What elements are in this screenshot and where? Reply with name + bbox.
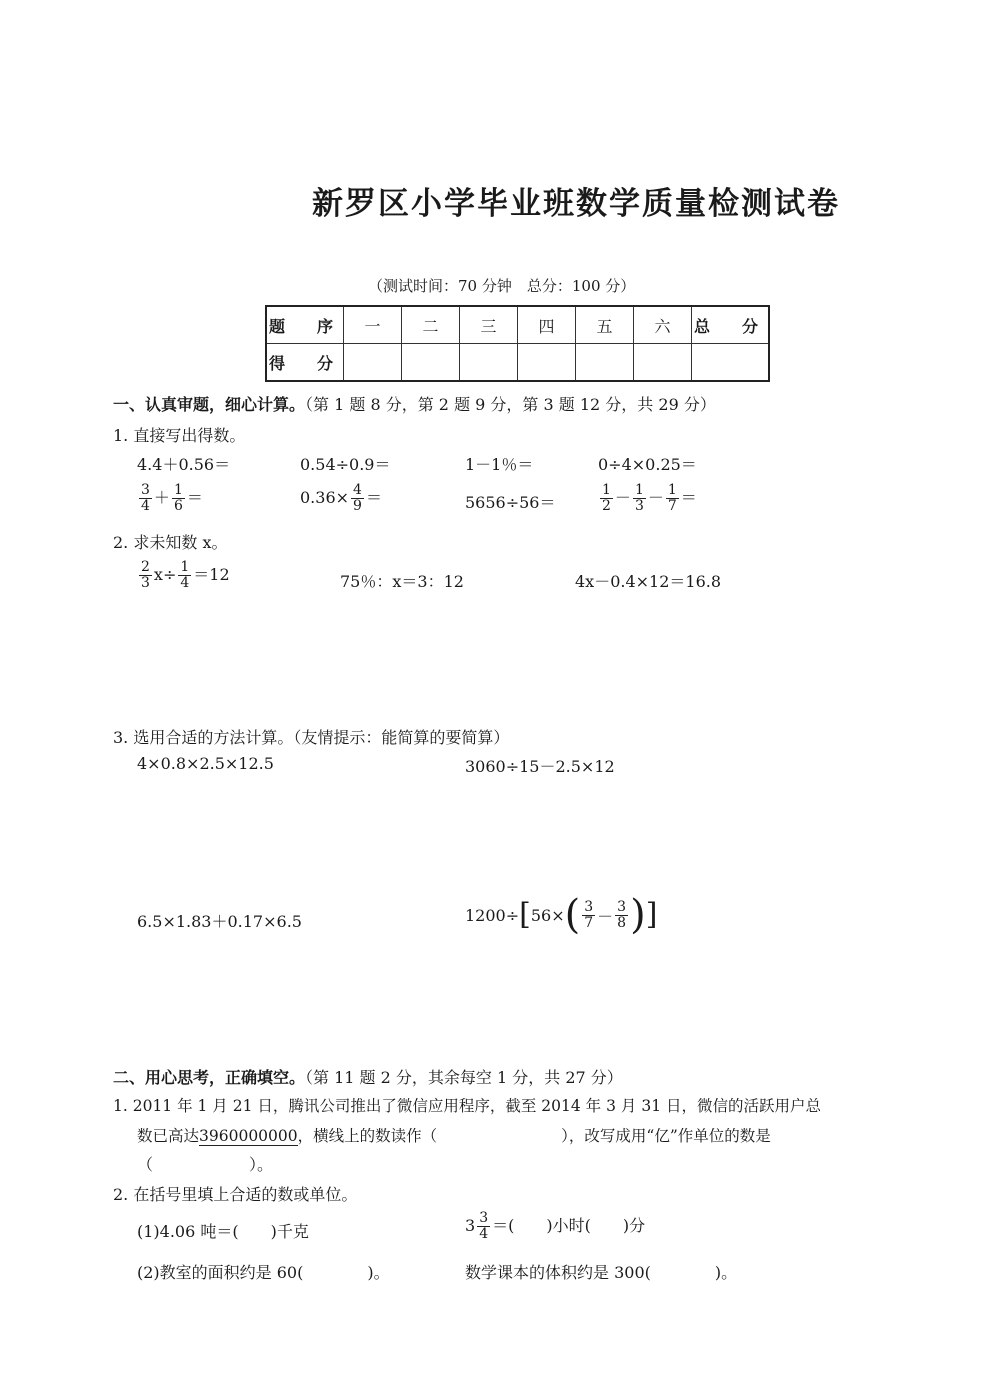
expr-1-1-b: 0.54÷0.9＝ — [300, 455, 391, 474]
expr-1-1-d: 0÷4×0.25＝ — [598, 455, 697, 474]
column-3: 三 — [460, 306, 518, 344]
row-label-question-number: 题 序 — [266, 306, 344, 344]
expr-1-2-b: 75％：x＝3：12 — [340, 572, 464, 591]
fraction: $\frac{3}{7}$ — [584, 898, 594, 931]
score-table-header-row — [266, 306, 769, 344]
section-1-heading — [113, 392, 716, 415]
right-bracket: ] — [645, 897, 658, 932]
fraction: $\frac{3}{4}$ — [141, 482, 150, 514]
score-cell[interactable] — [344, 344, 402, 382]
question-2-2-label: 2. 在括号里填上合适的数或单位。 — [113, 1185, 358, 1204]
fraction: $\frac{1}{4}$ — [180, 559, 190, 591]
expr-1-1-g: 5656÷56＝ — [465, 493, 556, 512]
column-4: 四 — [518, 306, 576, 344]
column-total: 总 分 — [692, 306, 770, 344]
question-2-1-line-3: （ ）。 — [137, 1155, 274, 1174]
expr-1-2-a: $\frac{2}{3}$ x÷ $\frac{1}{4}$ ＝12 — [141, 559, 230, 591]
fraction: $\frac{4}{9}$ — [353, 482, 362, 514]
expr-1-3-c: 6.5×1.83＋0.17×6.5 — [137, 912, 302, 931]
expr-1-1-f: 0.36× $\frac{4}{9}$ ＝ — [300, 482, 382, 514]
question-2-1-line-2: 数已高达3960000000，横线上的数读作（ ），改写成用“亿”作单位的数是 — [137, 1127, 771, 1145]
question-1-3-label: 3. 选用合适的方法计算。（友情提示：能简算的要简算） — [113, 728, 510, 747]
fraction: $\frac{1}{2}$ — [602, 482, 611, 514]
section-2-title: 二、用心思考，正确填空。 — [113, 1068, 306, 1087]
expr-1-1-h: $\frac{1}{2}$ － $\frac{1}{3}$ － $\frac{1}{7}$ ＝ — [602, 482, 697, 514]
section-2-note: （第 11 题 2 分，其余每空 1 分，共 27 分） — [305, 1068, 623, 1087]
fraction: $\frac{1}{6}$ — [173, 482, 183, 514]
score-cell[interactable] — [518, 344, 576, 382]
expr-1-3-d: 1200÷ [ 56× ( $\frac{3}{7}$ － $\frac{3}{8}$ ) ] — [465, 892, 658, 938]
score-table — [265, 305, 770, 382]
question-2-2-b: 3 $\frac{3}{4}$ ＝( )小时( )分 — [465, 1210, 646, 1242]
section-1-title: 一、认真审题，细心计算。 — [113, 395, 306, 414]
underlined-number: 3960000000 — [199, 1127, 298, 1145]
expr-1-3-b: 3060÷15－2.5×12 — [465, 757, 615, 776]
question-2-2-c: (2)教室的面积约是 60( )。 — [137, 1263, 390, 1282]
score-cell[interactable] — [460, 344, 518, 382]
score-cell[interactable] — [576, 344, 634, 382]
column-5: 五 — [576, 306, 634, 344]
column-6: 六 — [634, 306, 692, 344]
question-2-2-a: (1)4.06 吨＝( )千克 — [137, 1222, 309, 1241]
score-table-score-row — [266, 344, 769, 382]
score-cell-total[interactable] — [692, 344, 770, 382]
fraction: $\frac{3}{8}$ — [617, 898, 627, 931]
question-1-2-label: 2. 求未知数 x。 — [113, 533, 228, 552]
fraction: $\frac{2}{3}$ — [141, 559, 150, 591]
expr-1-1-c: 1－1％＝ — [465, 455, 534, 474]
column-1: 一 — [344, 306, 402, 344]
expr-1-1-a: 4.4＋0.56＝ — [137, 455, 231, 474]
score-cell[interactable] — [634, 344, 692, 382]
exam-info: （测试时间：70 分钟 总分：100 分） — [368, 277, 636, 295]
fraction: $\frac{3}{4}$ — [479, 1210, 489, 1242]
question-2-1-line-1: 1. 2011 年 1 月 21 日，腾讯公司推出了微信应用程序，截至 2014 年 3 月 31 日，微信的活跃用户总 — [113, 1097, 821, 1115]
fraction: $\frac{1}{7}$ — [667, 482, 677, 514]
left-paren: ( — [564, 892, 581, 938]
page-title: 新罗区小学毕业班数学质量检测试卷 — [312, 186, 840, 222]
expr-1-2-c: 4x－0.4×12＝16.8 — [575, 572, 722, 591]
question-2-2-d: 数学课本的体积约是 300( )。 — [465, 1263, 738, 1282]
left-bracket: [ — [519, 897, 531, 932]
right-paren: ) — [630, 892, 646, 938]
row-label-score: 得 分 — [266, 344, 344, 382]
expr-1-3-a: 4×0.8×2.5×12.5 — [137, 754, 274, 773]
column-2: 二 — [402, 306, 460, 344]
fraction: $\frac{1}{3}$ — [634, 482, 644, 514]
section-1-note: （第 1 题 8 分，第 2 题 9 分，第 3 题 12 分，共 29 分） — [305, 395, 716, 414]
section-2-heading — [113, 1065, 623, 1088]
expr-1-1-e: $\frac{3}{4}$ ＋ $\frac{1}{6}$ ＝ — [141, 482, 203, 514]
score-cell[interactable] — [402, 344, 460, 382]
question-1-1-label: 1. 直接写出得数。 — [113, 426, 246, 445]
